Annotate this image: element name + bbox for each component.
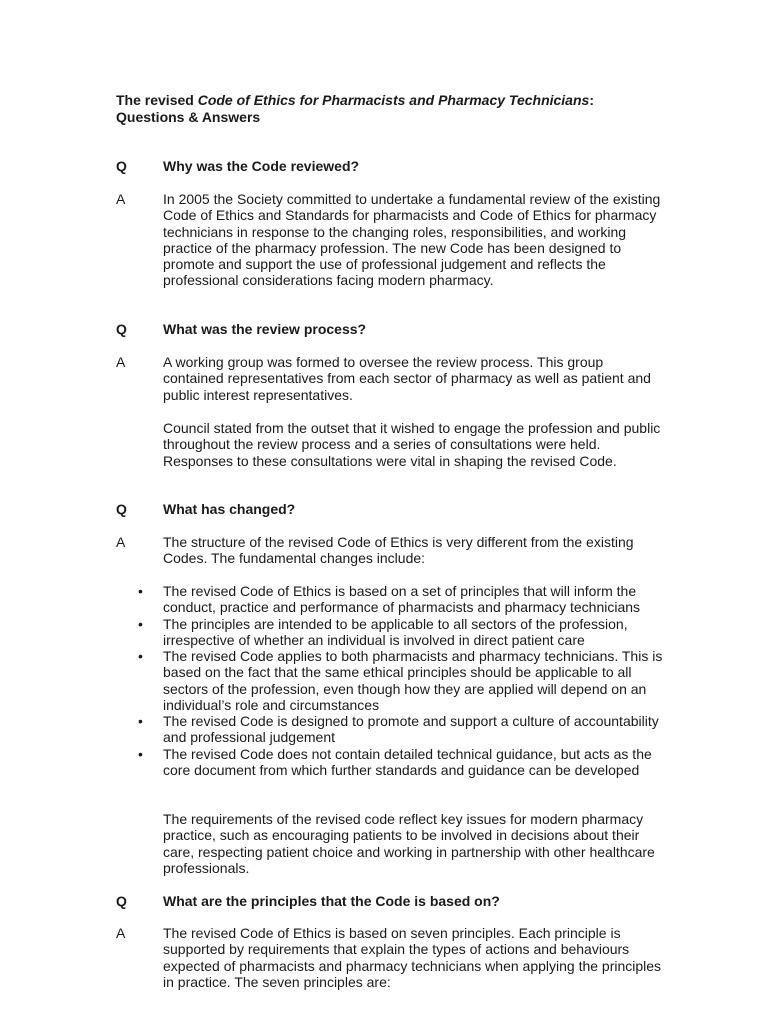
answer-paragraph: The structure of the revised Code of Ethics is very different from the existing Codes. The fundamental changes include: <box>163 534 634 567</box>
bullet-text: The principles are intended to be applicable to all sectors of the profession, irrespective of whether an individual is involved in direct patient care <box>163 616 628 649</box>
bullet-icon: • <box>138 746 143 762</box>
a-label: A <box>116 534 126 550</box>
question-text: What are the principles that the Code is based on? <box>163 893 500 909</box>
answer-paragraph: The requirements of the revised code reflect key issues for modern pharmacy practice, such as encouraging patients to be involved in decisions about their care, respecting patient choice and working in partnership with other healthcare professionals. <box>163 811 655 876</box>
bullet-text: The revised Code does not contain detailed technical guidance, but acts as the core document from which further standards and guidance can be developed <box>163 746 652 779</box>
bullet-text: The revised Code is designed to promote and support a culture of accountability and professional judgement <box>163 713 659 746</box>
title-subtitle: Questions & Answers <box>116 109 261 125</box>
bullet-text: The revised Code applies to both pharmacists and pharmacy technicians. This is based on the fact that the same ethical principles should be applicable to all sectors of the profession, even though how they are applied will depend on an individual’s role and circumstances <box>163 648 663 713</box>
a-label: A <box>116 925 126 941</box>
question-text: Why was the Code reviewed? <box>163 158 360 174</box>
q-label: Q <box>116 893 127 909</box>
answer-paragraph: The revised Code of Ethics is based on seven principles. Each principle is supported by requirements that explain the types of actions and behaviours expected of pharmacists and pharmacy technicians when applying the principles in practice. The seven principles are: <box>163 925 662 990</box>
question-text: What was the review process? <box>163 321 367 337</box>
bullet-icon: • <box>138 713 143 729</box>
title-suffix: : <box>589 92 594 108</box>
bullet-text: The revised Code of Ethics is based on a set of principles that will inform the conduct, practice and performance of pharmacists and pharmacy technicians <box>163 583 641 616</box>
answer-paragraph: A working group was formed to oversee the review process. This group contained representatives from each sector of pharmacy as well as patient and public interest representatives. <box>163 354 651 403</box>
a-label: A <box>116 191 126 207</box>
bullet-icon: • <box>138 616 143 632</box>
question-text: What has changed? <box>163 501 296 517</box>
document-title <box>116 92 676 126</box>
q-label: Q <box>116 321 127 337</box>
bullet-icon: • <box>138 648 143 664</box>
a-label: A <box>116 354 126 370</box>
answer-paragraph: Council stated from the outset that it wished to engage the profession and public throughout the review process and a series of consultations were held. Responses to these consultations were vital in shaping the revised Code. <box>163 420 661 469</box>
title-prefix: The revised <box>116 92 198 108</box>
answer-paragraph: In 2005 the Society committed to undertake a fundamental review of the existing Code of Ethics and Standards for pharmacists and Code of Ethics for pharmacy technicians in response to the changing roles, responsibilities, and working practice of the pharmacy profession. The new Code has been designed to promote and support the use of professional judgement and reflects the professional considerations facing modern pharmacy. <box>163 191 661 289</box>
title-italic: Code of Ethics for Pharmacists and Pharmacy Technicians <box>197 92 590 108</box>
bullet-icon: • <box>138 583 143 599</box>
q-label: Q <box>116 158 127 174</box>
q-label: Q <box>116 501 127 517</box>
